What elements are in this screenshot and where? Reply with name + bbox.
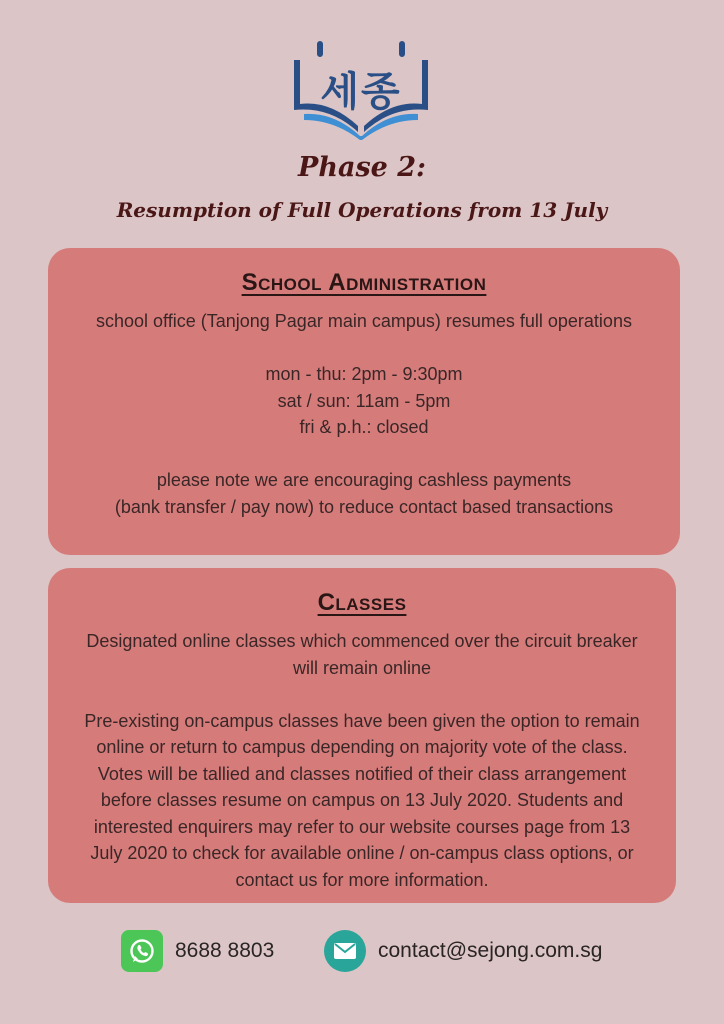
classes-title: Classes [317,589,407,616]
page-title: Phase 2: [298,152,426,183]
phone-number: 8688 8803 [175,939,275,962]
school-administration-card [48,248,680,555]
classes-text: Designated online classes which commenced over the circuit breaker will remain online Pre-existing on-campus classes have been given the option to remain online or return to campus depending on majority vote of the class. Votes will be tallied and classes notified of their class arrangement before classes resume on campus on 13 July 2020. Students and interested enquirers may refer to our website courses page from 13 July 2020 to check for available online / on-campus class options, or contact us for more information. [84,631,640,890]
school-administration-text: school office (Tanjong Pagar main campus) resumes full operations mon - thu: 2pm - 9:30pm sat / sun: 11am - 5pm fri & p.h.: closed please note we are encouraging cashless payments (bank transfer / pay now) to reduce contact based transactions [96,311,632,517]
classes-card [48,568,676,903]
phone-contact[interactable] [121,930,274,972]
email-contact[interactable] [324,930,602,972]
logo-text: 세종 [320,69,402,115]
mail-icon [324,930,366,972]
page-subtitle: Resumption of Full Operations from 13 July [116,198,608,222]
email-address: contact@sejong.com.sg [378,939,603,962]
school-administration-title: School Administration [241,269,487,296]
whatsapp-icon [121,930,163,972]
sejong-logo [290,40,432,140]
